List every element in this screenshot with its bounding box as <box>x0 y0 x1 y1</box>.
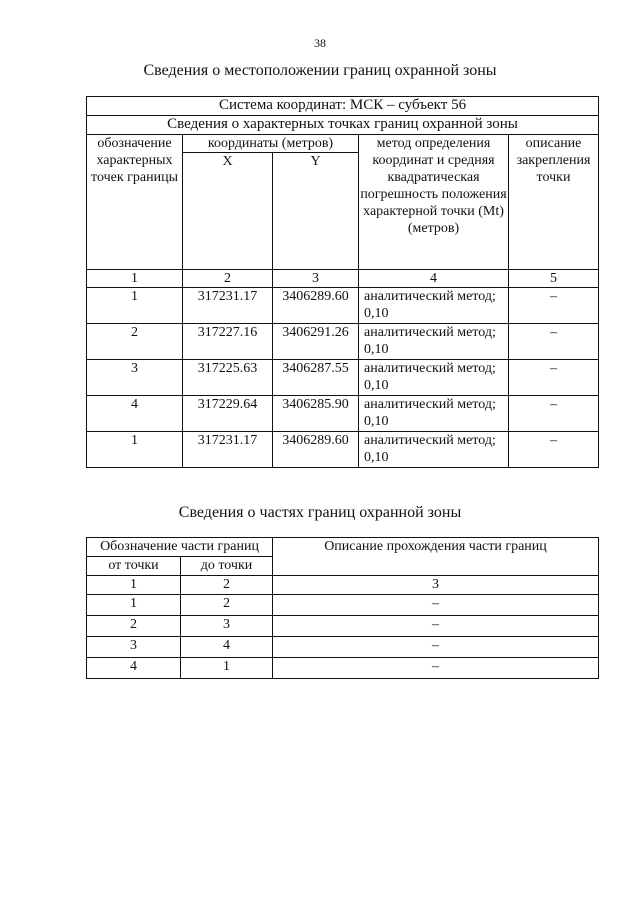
num-2: 2 <box>183 270 273 288</box>
header-coords: координаты (метров) <box>183 135 359 153</box>
table-row <box>87 324 599 360</box>
point-id: 1 <box>87 432 183 468</box>
part-from: 1 <box>87 595 181 616</box>
num-5: 5 <box>509 270 599 288</box>
point-y: 3406291.26 <box>273 324 359 360</box>
table-row <box>87 396 599 432</box>
point-id: 3 <box>87 360 183 396</box>
point-method: аналитический метод; 0,10 <box>359 360 509 396</box>
header-part-group: Обозначение части границ <box>87 538 273 557</box>
parts-table <box>86 537 599 679</box>
table-row <box>87 616 599 637</box>
part-from: 2 <box>87 616 181 637</box>
header-from: от точки <box>87 557 181 576</box>
part-to: 4 <box>181 637 273 658</box>
part-desc: – <box>273 616 599 637</box>
num-1: 1 <box>87 270 183 288</box>
coord-system: Система координат: МСК – субъект 56 <box>87 97 599 116</box>
point-y: 3406289.60 <box>273 432 359 468</box>
part-from: 3 <box>87 637 181 658</box>
header-method: метод определения координат и средняя квадратическая погрешность положения характерной точки (Mt) (метров) <box>359 135 509 270</box>
part-to: 3 <box>181 616 273 637</box>
subtitle-row <box>87 116 599 135</box>
num-1: 1 <box>87 576 181 595</box>
coord-system-row <box>87 97 599 116</box>
part-to: 2 <box>181 595 273 616</box>
point-desc: – <box>509 396 599 432</box>
point-method: аналитический метод; 0,10 <box>359 288 509 324</box>
num-3: 3 <box>273 576 599 595</box>
point-x: 317231.17 <box>183 288 273 324</box>
point-method: аналитический метод; 0,10 <box>359 432 509 468</box>
point-desc: – <box>509 324 599 360</box>
point-x: 317225.63 <box>183 360 273 396</box>
table-row <box>87 595 599 616</box>
part-to: 1 <box>181 658 273 679</box>
point-x: 317231.17 <box>183 432 273 468</box>
num-2: 2 <box>181 576 273 595</box>
table-row <box>87 360 599 396</box>
point-y: 3406289.60 <box>273 288 359 324</box>
table-row <box>87 288 599 324</box>
header-x: X <box>183 153 273 270</box>
num-4: 4 <box>359 270 509 288</box>
point-y: 3406287.55 <box>273 360 359 396</box>
numbering-row <box>87 576 599 595</box>
part-desc: – <box>273 658 599 679</box>
point-method: аналитический метод; 0,10 <box>359 396 509 432</box>
point-desc: – <box>509 432 599 468</box>
section-title-parts: Сведения о частях границ охранной зоны <box>178 504 462 521</box>
header-to: до точки <box>181 557 273 576</box>
point-id: 2 <box>87 324 183 360</box>
part-desc: – <box>273 637 599 658</box>
table-subtitle: Сведения о характерных точках границ охранной зоны <box>87 116 599 135</box>
point-desc: – <box>509 288 599 324</box>
section-title-locations: Сведения о местоположении границ охранной зоны <box>143 62 497 79</box>
table-row <box>87 637 599 658</box>
table-row <box>87 658 599 679</box>
point-id: 4 <box>87 396 183 432</box>
point-id: 1 <box>87 288 183 324</box>
point-x: 317229.64 <box>183 396 273 432</box>
header-row <box>87 538 599 557</box>
point-method: аналитический метод; 0,10 <box>359 324 509 360</box>
num-3: 3 <box>273 270 359 288</box>
header-description: описание закрепления точки <box>509 135 599 270</box>
part-desc: – <box>273 595 599 616</box>
points-table <box>86 96 599 468</box>
table-row <box>87 432 599 468</box>
header-part-desc: Описание прохождения части границ <box>273 538 599 576</box>
header-point-label: обозначение характерных точек границы <box>87 135 183 270</box>
numbering-row <box>87 270 599 288</box>
header-y: Y <box>273 153 359 270</box>
point-x: 317227.16 <box>183 324 273 360</box>
point-y: 3406285.90 <box>273 396 359 432</box>
part-from: 4 <box>87 658 181 679</box>
page-number: 38 <box>314 36 326 50</box>
header-row <box>87 135 599 153</box>
point-desc: – <box>509 360 599 396</box>
